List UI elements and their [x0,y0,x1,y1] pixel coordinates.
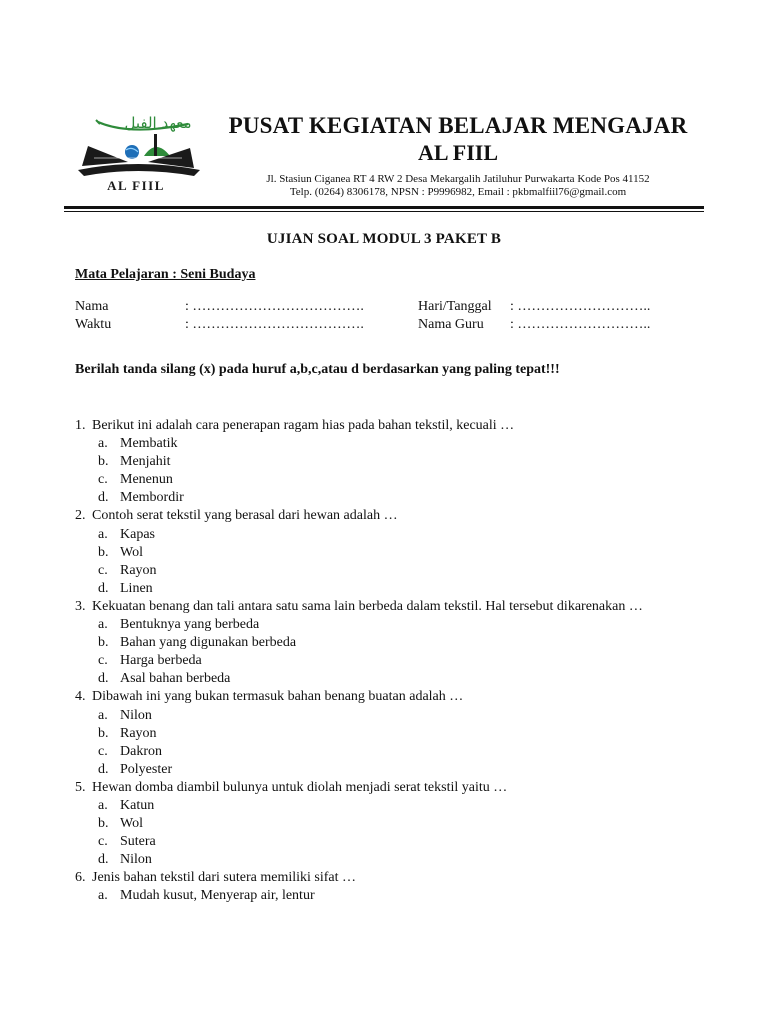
logo-caption: AL FIIL [107,178,165,193]
option-text: Nilon [120,852,152,868]
letterhead-rule-thin [64,211,704,212]
option-text: Bahan yang digunakan berbeda [120,635,297,651]
option-letter: c. [98,562,108,578]
field-waktu-value: : ………………………………. [185,317,364,332]
option-letter: b. [98,544,109,560]
option-text: Linen [120,580,153,596]
option-text: Rayon [120,562,157,578]
answer-option [75,634,695,652]
option-letter: d. [98,671,109,687]
org-name: PUSAT KEGIATAN BELAJAR MENGAJAR [228,113,688,138]
exam-title: UJIAN SOAL MODUL 3 PAKET B [266,231,502,247]
question-row [75,598,695,616]
field-nama-label: Nama [75,299,109,314]
org-address: Jl. Stasiun Ciganea RT 4 RW 2 Desa Mekargalih Jatiluhur Purwakarta Kode Pos 41152 [266,173,650,185]
question-number: 5. [75,779,86,795]
al-fiil-logo [70,112,208,194]
question-row [75,417,695,435]
answer-option [75,616,695,634]
answer-option [75,725,695,743]
question-text: Hewan domba diambil bulunya untuk diolah menjadi serat tekstil yaitu … [92,779,508,795]
question-list [75,417,695,906]
question-row [75,507,695,525]
option-text: Mudah kusut, Menyerap air, lentur [120,888,315,904]
field-waktu-label: Waktu [75,317,112,332]
option-letter: b. [98,725,109,741]
question-number: 3. [75,598,86,614]
option-letter: a. [98,888,108,904]
answer-option [75,471,695,489]
question-item [75,779,695,869]
option-letter: a. [98,797,108,813]
instruction: Berilah tanda silang (x) pada huruf a,b,c,atau d berdasarkan yang paling tepat!!! [75,362,560,377]
option-text: Bentuknya yang berbeda [120,617,260,633]
option-letter: d. [98,490,109,506]
answer-option [75,743,695,761]
org-subtitle: AL FIIL [417,140,499,165]
answer-option [75,562,695,580]
option-letter: c. [98,472,108,488]
question-text: Contoh serat tekstil yang berasal dari hewan adalah … [92,508,398,524]
option-letter: a. [98,617,108,633]
question-number: 6. [75,870,86,886]
question-item [75,688,695,778]
option-text: Kapas [120,526,155,542]
question-item [75,417,695,507]
question-item [75,598,695,688]
option-letter: c. [98,653,108,669]
field-guru-label: Nama Guru [418,317,484,332]
answer-option [75,435,695,453]
option-text: Nilon [120,707,152,723]
question-text: Dibawah ini yang bukan termasuk bahan benang buatan adalah … [92,689,464,705]
field-nama-value: : ………………………………. [185,299,364,314]
question-number: 4. [75,689,86,705]
subject-line: Mata Pelajaran : Seni Budaya [75,267,256,282]
question-item [75,869,695,905]
question-number: 1. [75,418,86,433]
answer-option [75,453,695,471]
option-text: Membordir [120,490,184,506]
answer-option [75,761,695,779]
letterhead [218,113,698,199]
option-text: Menenun [120,472,173,488]
question-row [75,688,695,706]
option-text: Dakron [120,743,162,759]
option-text: Katun [120,797,155,813]
option-letter: a. [98,436,108,452]
option-text: Menjahit [120,454,171,470]
answer-option [75,887,695,905]
answer-option [75,652,695,670]
option-letter: b. [98,454,109,470]
option-letter: b. [98,816,109,832]
option-letter: a. [98,707,108,723]
answer-option [75,489,695,507]
option-text: Polyester [120,761,173,777]
answer-option [75,526,695,544]
question-row [75,869,695,887]
question-text: Jenis bahan tekstil dari sutera memiliki sifat … [92,870,356,886]
answer-option [75,580,695,598]
question-row [75,779,695,797]
option-text: Rayon [120,725,157,741]
option-text: Membatik [120,436,178,452]
logo-arabic-text: معهد الفيل [124,114,192,132]
field-hari-value: : ……………………….. [510,299,651,314]
option-letter: c. [98,834,108,850]
option-letter: b. [98,635,109,651]
answer-option [75,851,695,869]
option-text: Wol [120,544,143,560]
field-guru-value: : ……………………….. [510,317,651,332]
org-contact: Telp. (0264) 8306178, NPSN : P9996982, Email : pkbmalfiil76@gmail.com [289,186,627,198]
field-hari-label: Hari/Tanggal [418,299,492,314]
answer-option [75,797,695,815]
answer-option [75,670,695,688]
option-text: Wol [120,816,143,832]
question-item [75,507,695,597]
question-text: Berikut ini adalah cara penerapan ragam hias pada bahan tekstil, kecuali … [92,418,515,433]
answer-option [75,815,695,833]
option-letter: a. [98,526,108,542]
option-letter: d. [98,761,109,777]
option-letter: c. [98,743,108,759]
option-text: Harga berbeda [120,653,202,669]
option-text: Asal bahan berbeda [120,671,231,687]
option-text: Sutera [120,834,156,850]
question-text: Kekuatan benang dan tali antara satu sama lain berbeda dalam tekstil. Hal tersebut dikarenakan … [92,598,643,614]
answer-option [75,544,695,562]
option-letter: d. [98,852,109,868]
option-letter: d. [98,580,109,596]
answer-option [75,707,695,725]
letterhead-rule-thick [64,206,704,209]
answer-option [75,833,695,851]
question-number: 2. [75,508,86,524]
